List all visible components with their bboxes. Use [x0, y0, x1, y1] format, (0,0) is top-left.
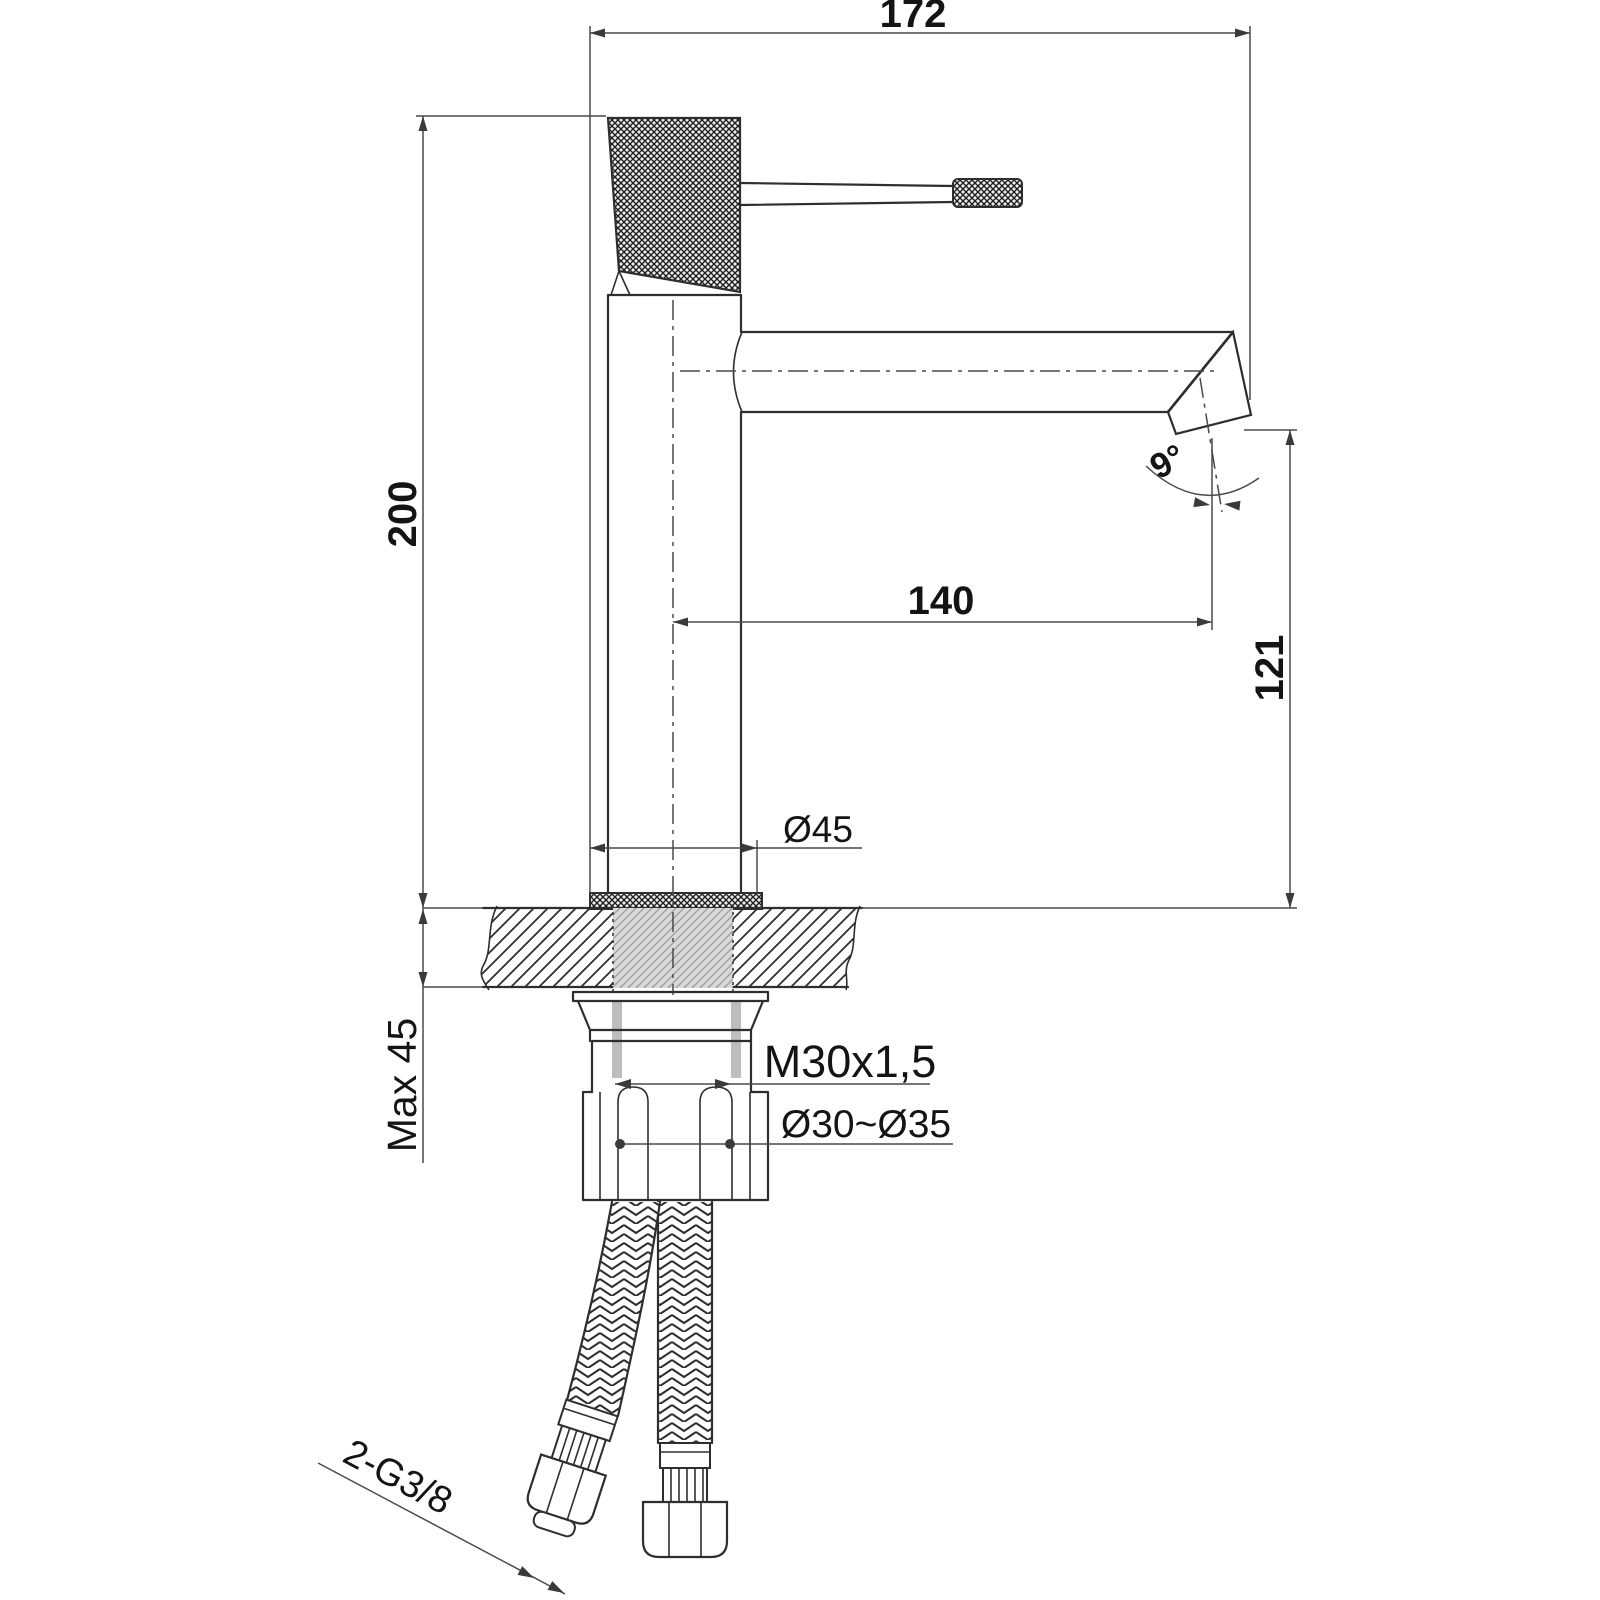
dimension-spout-reach: [673, 438, 1212, 630]
dimension-max-deck-thickness: [379, 908, 483, 1163]
dimension-mounting-thread: [615, 1036, 936, 1089]
supply-hose-left: [519, 1202, 660, 1542]
handle-cap: [608, 118, 740, 295]
dimension-overall-height: [381, 116, 606, 908]
label-overall-height: 200: [381, 480, 425, 548]
label-hole-diameter: Ø30~Ø35: [780, 1103, 952, 1146]
label-mounting-thread: M30x1,5: [763, 1036, 937, 1087]
supply-tubes: [617, 1000, 736, 1078]
spout: [734, 332, 1252, 434]
dimension-hole-diameter: [615, 1103, 953, 1149]
dimension-hose-thread: [318, 1432, 566, 1598]
spout-tip: [1168, 332, 1251, 434]
label-overall-width: 172: [879, 0, 947, 36]
label-base-diameter: Ø45: [783, 809, 853, 850]
label-max-deck-thickness: Max 45: [379, 1017, 425, 1153]
label-spout-height: 121: [1248, 634, 1292, 702]
handle-lever: [740, 179, 1022, 207]
faucet-body: [608, 295, 741, 893]
dimension-spout-height: [862, 430, 1297, 908]
dimension-base-diameter: [590, 809, 862, 893]
label-spout-angle: 9°: [1143, 436, 1192, 487]
base-flange: [590, 893, 762, 909]
dimension-spout-angle: [1144, 437, 1259, 511]
label-hose-thread: 2-G3/8: [336, 1431, 459, 1524]
supply-hose-right: [643, 1202, 727, 1557]
label-spout-reach: 140: [907, 579, 975, 623]
